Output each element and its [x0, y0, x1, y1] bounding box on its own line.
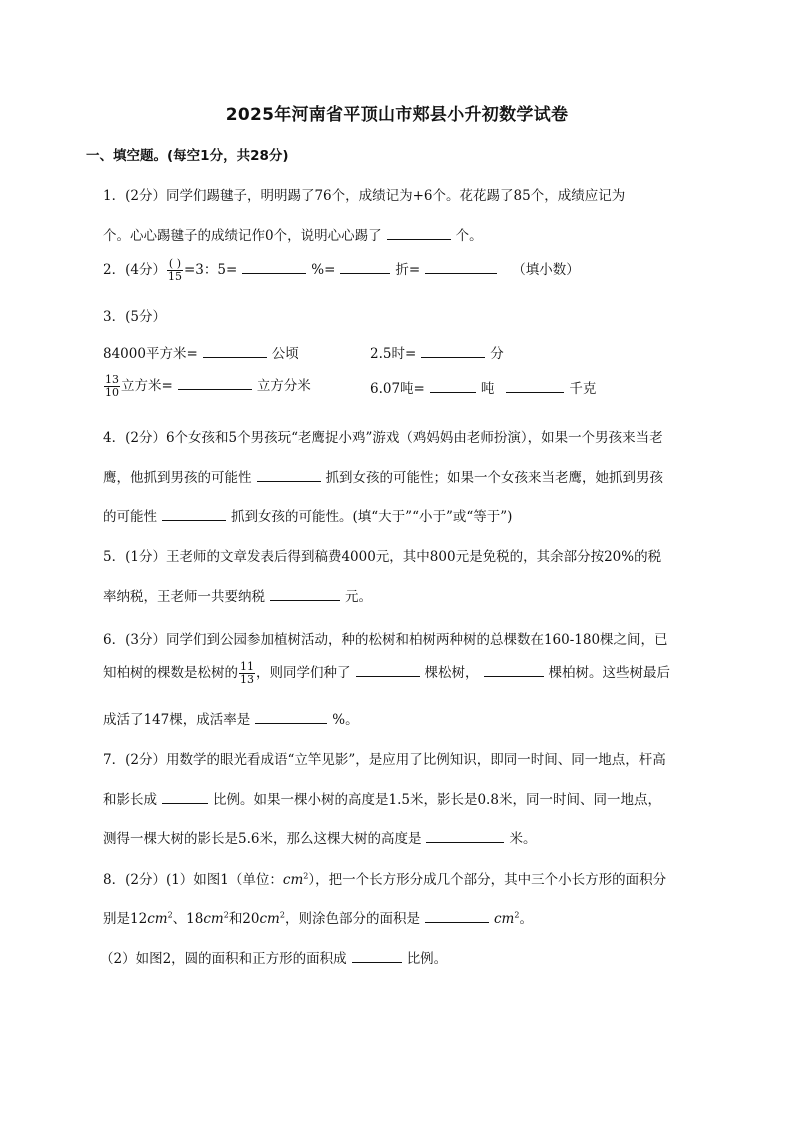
answer-blank[interactable]	[178, 375, 252, 390]
question-5-line-2	[103, 585, 372, 605]
unit: cm	[493, 911, 515, 927]
answer-blank[interactable]	[162, 506, 226, 521]
q1-suffix: 个。	[455, 228, 483, 244]
q6-text-4: 棵柏树。这些树最后	[548, 665, 670, 681]
q4-text-4: 抓到女孩的可能性。(填“大于”“小于”或“等于”)	[231, 509, 513, 525]
answer-blank[interactable]	[340, 259, 390, 274]
question-7-line-3	[103, 827, 536, 847]
fraction-denominator: 13	[240, 673, 254, 686]
question-8-line-2: 别是$12cm^2$、$18cm^2$和$20cm^2$，则涂色部分的面积是 $cm^2$。	[103, 907, 533, 927]
answer-blank[interactable]	[425, 259, 497, 274]
question-3-item-2	[370, 342, 504, 362]
answer-blank[interactable]	[421, 343, 485, 358]
q8-text-6: ，则涂色部分的面积是	[284, 911, 420, 927]
question-6-line-2	[103, 661, 670, 686]
question-3-item-3	[103, 374, 311, 399]
question-5-line-1: 5．(1分）王老师的文章发表后得到稿费4000元，其中800元是免税的，其余部分按20%的税	[103, 549, 662, 565]
answer-blank[interactable]	[257, 467, 321, 482]
q6-text-1: 知柏树的棵数是松树的	[103, 665, 238, 681]
q8-text-1: 8．(2分）(1）如图1（单位：	[103, 872, 283, 888]
answer-blank[interactable]	[356, 662, 420, 677]
fraction	[104, 374, 120, 399]
q4-text-2: 抓到女孩的可能性；如果一个女孩来当老鹰，她抓到男孩	[325, 470, 663, 486]
unit: cm	[282, 872, 304, 888]
q7-text-1: 和影长成	[103, 792, 157, 808]
question-6-line-1: 6．(3分）同学们到公园参加植树活动，种的松树和柏树两种树的总棵数在160-180棵之间，已	[103, 632, 668, 648]
q6-text-2: ，则同学们种了	[256, 665, 351, 681]
section-heading: 一、填空题。(每空1分，共28分)	[86, 148, 289, 164]
question-4-line-1: 4．(2分）6个女孩和5个男孩玩“老鹰捉小鸡”游戏（鸡妈妈由老师扮演），如果一个男孩来当老	[103, 430, 663, 446]
q3-item-2-unit: 分	[490, 346, 504, 362]
fraction-numerator: 11	[240, 660, 254, 673]
q3-item-4-text: 6.07吨=	[370, 381, 425, 397]
q7-text-3: 测得一棵大树的影长是5.6米，那么这棵大树的高度是	[103, 831, 422, 847]
answer-blank[interactable]	[352, 948, 402, 963]
q1-text: 个。心心踢毽子的成绩记作0个，说明心心踢了	[103, 228, 382, 244]
question-3-item-4	[370, 377, 596, 397]
q8-text-3: 别是12	[103, 911, 148, 927]
answer-blank[interactable]	[484, 662, 544, 677]
answer-blank[interactable]	[506, 378, 564, 393]
question-7-line-1: 7．(2分）用数学的眼光看成语“立竿见影”，是应用了比例知识，即同一时间、同一地点，杆高	[103, 752, 666, 768]
fraction-denominator: 15	[167, 270, 182, 283]
q2-percent: %=	[311, 262, 336, 278]
q6-text-3: 棵松树，	[424, 665, 479, 681]
q8-text-9: 比例。	[406, 951, 448, 967]
q2-ratio: =3：5=	[183, 262, 238, 278]
unit: cm	[203, 911, 224, 927]
answer-blank[interactable]	[270, 586, 340, 601]
question-2	[103, 258, 580, 283]
q2-note: （填小数）	[512, 262, 580, 278]
answer-blank[interactable]	[426, 828, 504, 843]
question-1-line-1: 1．(2分）同学们踢毽子，明明踢了76个，成绩记为+6个。花花踢了85个，成绩应记为	[103, 188, 626, 204]
q6-text-5: 成活了147棵，成活率是	[103, 712, 251, 728]
q4-text-1: 鹰，他抓到男孩的可能性	[103, 470, 252, 486]
fraction-numerator: 13	[105, 373, 119, 386]
question-3-heading: 3．(5分）	[103, 309, 166, 325]
answer-blank[interactable]	[162, 789, 208, 804]
question-1-line-2	[103, 224, 483, 244]
answer-blank[interactable]	[242, 259, 306, 274]
answer-blank[interactable]	[430, 378, 476, 393]
q3-item-3-text: 立方米=	[121, 378, 173, 394]
fraction	[239, 661, 255, 686]
q7-text-2: 比例。如果一棵小树的高度是1.5米，影长是0.8米，同一时间、同一地点，	[213, 792, 661, 808]
question-4-line-3	[103, 505, 512, 525]
question-8-line-3	[100, 947, 447, 967]
answer-blank[interactable]	[203, 343, 267, 358]
fraction	[167, 258, 183, 283]
q2-discount: 折=	[395, 262, 421, 278]
answer-blank[interactable]	[387, 225, 451, 240]
fraction-numerator[interactable]: ( )	[168, 257, 181, 270]
q3-item-1-unit: 公顷	[271, 346, 299, 362]
q6-text-6: %。	[332, 712, 359, 728]
question-3-item-1	[103, 342, 299, 362]
q8-text-2: ），把一个长方形分成几个部分，其中三个小长方形的面积分	[308, 872, 667, 888]
q8-text-8: （2）如图2，圆的面积和正方形的面积成	[100, 951, 347, 967]
q7-text-4: 米。	[509, 831, 537, 847]
question-6-line-3	[103, 708, 359, 728]
q8-text-7: 。	[519, 911, 533, 927]
q5-suffix: 元。	[345, 589, 372, 605]
page-title: 2025年河南省平顶山市郏县小升初数学试卷	[225, 105, 569, 125]
q3-item-4-unit-1: 吨	[480, 381, 495, 397]
q8-text-4: 、18	[172, 911, 204, 927]
question-8-line-1: 8．(2分）(1）如图1（单位：$cm^2$），把一个长方形分成几个部分，其中三个小长方形的面积分	[103, 871, 667, 888]
q3-item-3-unit: 立方分米	[256, 378, 311, 394]
q4-text-3: 的可能性	[103, 509, 157, 525]
q2-prefix: 2．(4分）	[103, 262, 166, 278]
question-7-line-2	[103, 788, 661, 808]
question-4-line-2	[103, 466, 663, 486]
q8-text-5: 和20	[228, 911, 260, 927]
answer-blank[interactable]	[425, 908, 489, 923]
q3-item-2-text: 2.5时=	[370, 346, 417, 362]
q5-text: 率纳税，王老师一共要纳税	[103, 589, 265, 605]
fraction-denominator: 10	[105, 386, 119, 399]
answer-blank[interactable]	[255, 709, 327, 724]
unit: cm	[259, 911, 280, 927]
q3-item-1-text: 84000平方米=	[103, 346, 198, 362]
unit: cm	[147, 911, 168, 927]
q3-item-4-unit-2: 千克	[569, 381, 597, 397]
